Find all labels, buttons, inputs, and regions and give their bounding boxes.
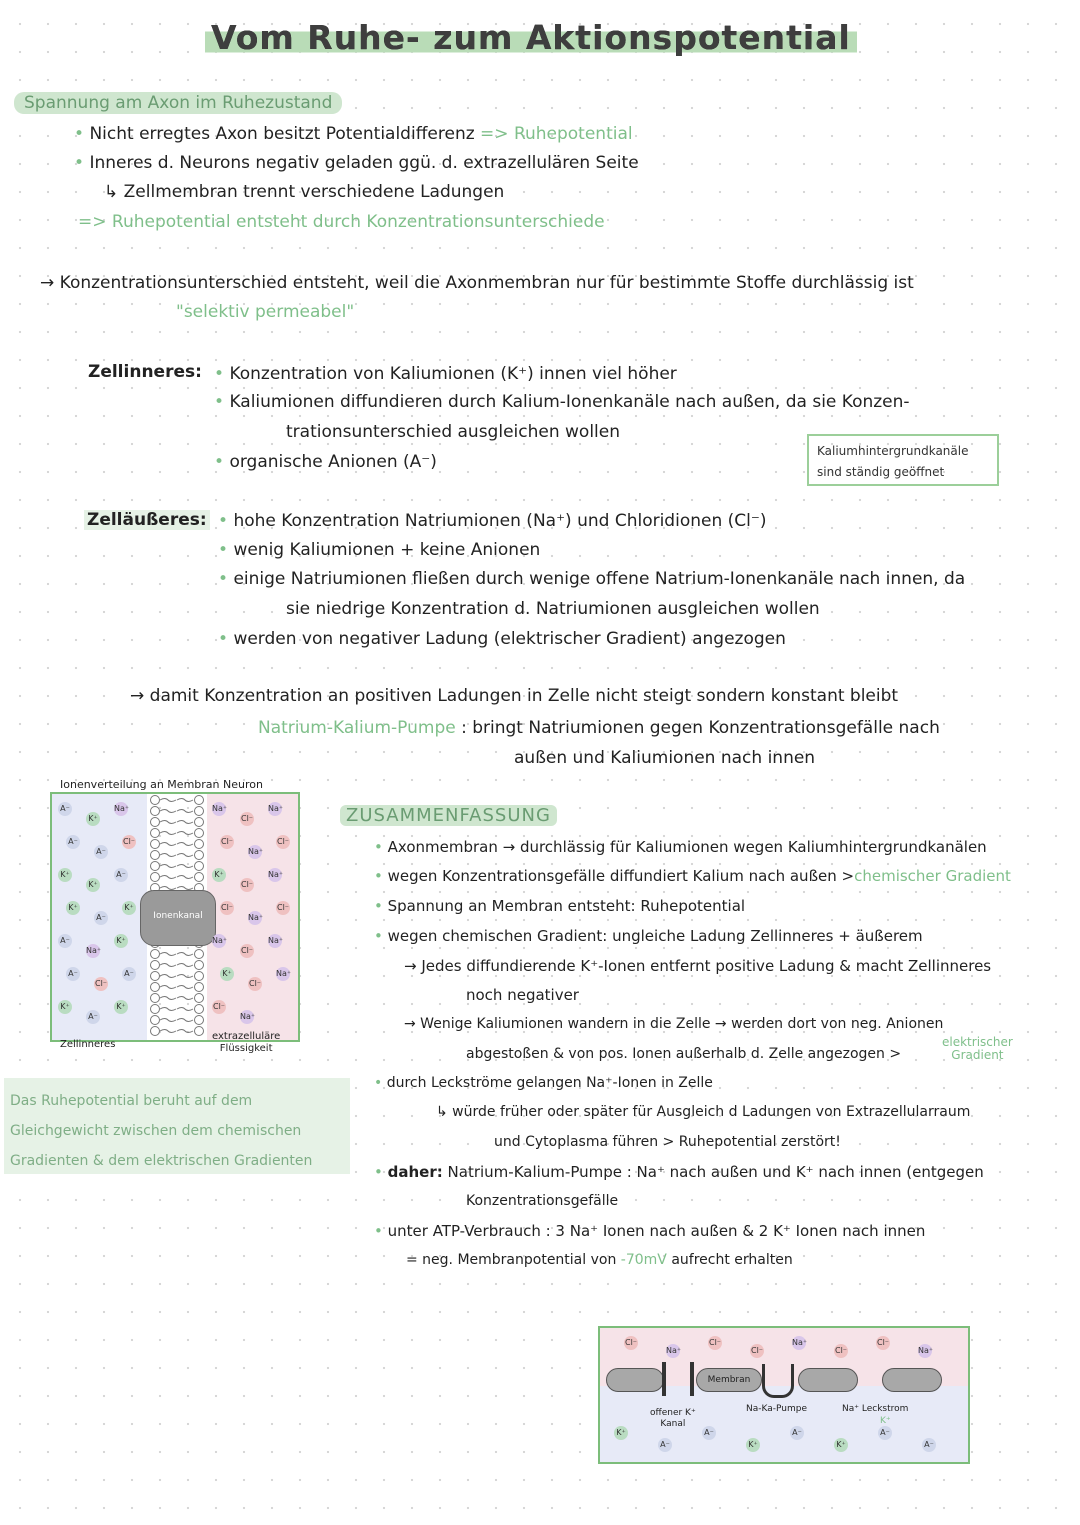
ion: K⁺ [122,901,136,915]
ion: Na⁺ [248,845,262,859]
ion: A⁻ [922,1438,936,1452]
bullet-cont: sie niedrige Konzentration d. Natriumionen ausgleichen wollen [286,599,820,619]
ion: Cl⁻ [248,977,262,991]
ion: Na⁺ [792,1336,806,1350]
leak-label: Na⁺ Leckstrom [842,1404,909,1414]
bullet-line: • organische Anionen (A⁻) [214,452,437,472]
ion: K⁺ [114,1000,128,1014]
conclusion-line: => Ruhepotential entsteht durch Konzentrationsunterschiede [78,212,605,232]
ion: Cl⁻ [94,977,108,991]
section-heading-ruhezustand [14,93,342,113]
summary-sub-cont: abgestoßen & von pos. Ionen außerhalb d. Zelle angezogen > [466,1046,902,1062]
ion: K⁺ [66,901,80,915]
ion: Na⁺ [240,1010,254,1024]
diagram1-title: Ionenverteilung an Membran Neuron [60,778,263,791]
summary-heading: ZUSAMMENFASSUNG [340,805,557,826]
bullet-cont: trationsunterschied ausgleichen wollen [286,422,620,442]
summary-sub-cont: und Cytoplasma führen > Ruhepotential zerstört! [494,1134,841,1150]
ion: A⁻ [658,1438,672,1452]
summary-bullet: • wegen chemischen Gradient: ungleiche Ladung Zellinneres + äußerem [374,927,923,945]
electric-gradient-label: elektrischer Gradient [942,1035,1013,1062]
summary-sub-cont: Konzentrationsgefälle [466,1193,619,1209]
summary-bullet: • durch Leckströme gelangen Na⁺-Ionen in Zelle [374,1075,713,1091]
ion: A⁻ [114,868,128,882]
ion: Cl⁻ [276,901,290,915]
ion: K⁺ [614,1426,628,1440]
ion: K⁺ [114,934,128,948]
ion: K⁺ [58,1000,72,1014]
ion: A⁻ [58,802,72,816]
open-k-channel-label: offener K⁺ Kanal [650,1408,696,1429]
leak-k-label: K⁺ [880,1416,891,1426]
pump-line-2: Natrium-Kalium-Pumpe : bringt Natriumionen gegen Konzentrationsgefälle nach [258,718,940,738]
ion: Cl⁻ [122,835,136,849]
concentration-line: → Konzentrationsunterschied entsteht, weil die Axonmembran nur für bestimmte Stoffe durchlässig ist [40,273,914,293]
ion: A⁻ [58,934,72,948]
ion: Na⁺ [268,868,282,882]
ion: K⁺ [86,878,100,892]
pump-line-1: → damit Konzentration an positiven Ladungen in Zelle nicht steigt sondern konstant bleibt [130,686,899,706]
ion: Na⁺ [86,944,100,958]
summary-note: Das Ruhepotential beruht auf dem Gleichgewicht zwischen dem chemischen Gradienten & dem elektrischen Gradienten [4,1078,350,1174]
selective-permeable: "selektiv permeabel" [176,302,355,322]
ion: A⁻ [66,967,80,981]
ion-channel-protein [140,890,216,946]
ion: Cl⁻ [220,901,234,915]
bullet-line: • Konzentration von Kaliumionen (K⁺) innen viel höher [214,364,677,384]
ion: A⁻ [702,1426,716,1440]
summary-sub-cont: noch negativer [466,986,579,1004]
membrane-segment: Membran [696,1368,762,1392]
membrane-segment [798,1368,858,1392]
summary-bullet: • daher: Natrium-Kalium-Pumpe : Na⁺ nach außen und K⁺ nach innen (entgegen [374,1163,984,1181]
ion: Na⁺ [276,967,290,981]
membrane-segment [882,1368,942,1392]
ion: K⁺ [212,868,226,882]
ion: Na⁺ [666,1344,680,1358]
summary-bullet: • unter ATP-Verbrauch : 3 Na⁺ Ionen nach außen & 2 K⁺ Ionen nach innen [374,1222,926,1240]
k-channel-wall [662,1362,666,1396]
ion: Na⁺ [918,1344,932,1358]
page-title: Vom Ruhe- zum Aktionspotential [205,18,857,57]
ion: A⁻ [122,967,136,981]
ion: A⁻ [86,1010,100,1024]
ion: Na⁺ [268,934,282,948]
ion: K⁺ [746,1438,760,1452]
bullet-line: • hohe Konzentration Natriumionen (Na⁺) und Chloridionen (Cl⁻) [218,511,767,531]
inside-label: Zellinneres [60,1039,116,1050]
ion: K⁺ [86,812,100,826]
ion: K⁺ [58,868,72,882]
summary-bullet: • Axonmembran → durchlässig für Kaliumionen wegen Kaliumhintergrundkanälen [374,838,987,856]
ion: Cl⁻ [876,1336,890,1350]
ion: Na⁺ [268,802,282,816]
bullet-line: • wenig Kaliumionen + keine Anionen [218,540,541,560]
ion: Cl⁻ [240,944,254,958]
ion: Cl⁻ [212,1000,226,1014]
ion: Cl⁻ [750,1344,764,1358]
membrane-segment [606,1368,664,1392]
ion: A⁻ [94,845,108,859]
pump-label: Na-Ka-Pumpe [746,1404,807,1414]
zellaeusseres-label: Zelläußeres: [84,510,210,530]
ion: Na⁺ [212,802,226,816]
summary-sub: → Wenige Kaliumionen wandern in die Zelle → werden dort von neg. Anionen [404,1016,944,1032]
summary-sub: → Jedes diffundierende K⁺-Ionen entfernt positive Ladung & macht Zellinneres [404,957,992,975]
na-k-pump [762,1364,794,1398]
ion: A⁻ [66,835,80,849]
ion: A⁻ [878,1426,892,1440]
note-box-kaliumhintergrundkanaele: Kaliumhintergrundkanäle sind ständig geöffnet [807,434,999,486]
ion: Cl⁻ [276,835,290,849]
k-channel-wall [690,1362,694,1396]
ion: Cl⁻ [624,1336,638,1350]
bullet-line: • Kaliumionen diffundieren durch Kalium-Ionenkanäle nach außen, da sie Konzen- [214,392,910,412]
section-heading-text: Spannung am Axon im Ruhezustand [14,92,342,114]
ion-distribution-diagram [50,792,300,1042]
ion: Cl⁻ [834,1344,848,1358]
ion: Cl⁻ [220,835,234,849]
bullet-line: • einige Natriumionen fließen durch wenige offene Natrium-Ionenkanäle nach innen, da [218,569,966,589]
summary-sub: ↳ würde früher oder später für Ausgleich d Ladungen von Extrazellularraum [436,1104,971,1120]
ion: Na⁺ [114,802,128,816]
sub-line: ↳ Zellmembran trennt verschiedene Ladungen [104,182,505,202]
bullet-line: • werden von negativer Ladung (elektrischer Gradient) angezogen [218,629,786,649]
pump-line-3: außen und Kaliumionen nach innen [514,748,816,768]
ion: Cl⁻ [708,1336,722,1350]
ion: A⁻ [94,911,108,925]
ion: Na⁺ [212,934,226,948]
ion-channel-label: Ionenkanal [153,911,203,921]
summary-final-line: = neg. Membranpotential von -70mV aufrecht erhalten [406,1252,793,1268]
ion: Na⁺ [248,911,262,925]
ion: K⁺ [834,1438,848,1452]
ion: K⁺ [220,967,234,981]
bullet-line: • Nicht erregtes Axon besitzt Potentialdifferenz => Ruhepotential [74,124,633,144]
outside-label: extrazelluläre Flüssigkeit [212,1031,281,1054]
ion: A⁻ [790,1426,804,1440]
summary-bullet: • wegen Konzentrationsgefälle diffundiert Kalium nach außen >chemischer Gradient [374,867,1011,885]
zellinneres-label: Zellinneres: [88,362,202,382]
bullet-line: • Inneres d. Neurons negativ geladen ggü. d. extrazellulären Seite [74,153,639,173]
ion: Cl⁻ [240,812,254,826]
ion: Cl⁻ [240,878,254,892]
summary-bullet: • Spannung an Membran entsteht: Ruhepotential [374,897,746,915]
membrane-pump-diagram [598,1326,970,1464]
